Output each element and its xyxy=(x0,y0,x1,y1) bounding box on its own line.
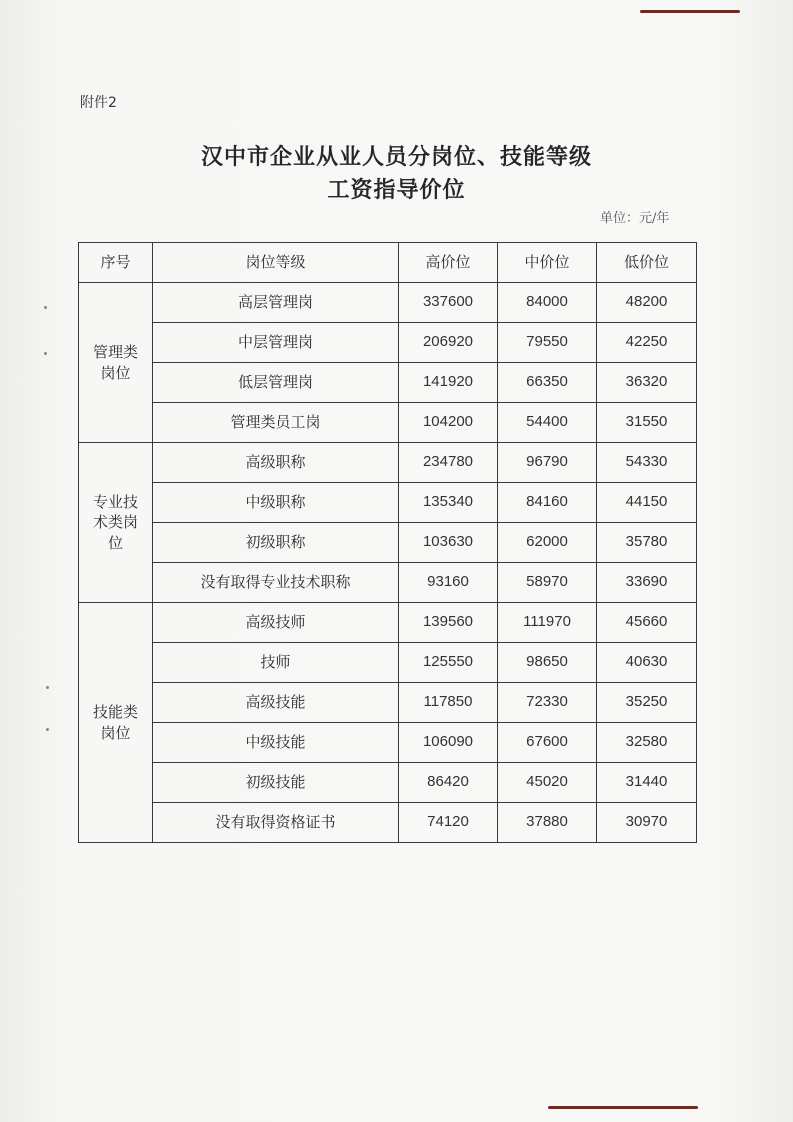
low-price-cell: 31440 xyxy=(597,763,697,803)
low-price-cell: 40630 xyxy=(597,643,697,683)
low-price-cell: 31550 xyxy=(597,403,697,443)
header-high-price: 高价位 xyxy=(399,243,498,283)
high-price-cell: 86420 xyxy=(399,763,498,803)
position-level-cell: 高层管理岗 xyxy=(153,283,399,323)
category-cell xyxy=(79,443,153,603)
mid-price-cell: 79550 xyxy=(498,323,597,363)
scan-mark-top xyxy=(640,10,740,13)
attachment-label: 附件2 xyxy=(80,95,117,111)
low-price-cell: 35250 xyxy=(597,683,697,723)
table-row xyxy=(79,763,697,803)
mid-price-cell: 58970 xyxy=(498,563,597,603)
category-label: 技能类岗位 xyxy=(92,703,138,742)
high-price-cell: 135340 xyxy=(399,483,498,523)
position-level-cell: 没有取得资格证书 xyxy=(153,803,399,843)
mid-price-cell: 84160 xyxy=(498,483,597,523)
table-row xyxy=(79,443,697,483)
table-row xyxy=(79,363,697,403)
category-cell xyxy=(79,603,153,843)
high-price-cell: 104200 xyxy=(399,403,498,443)
mid-price-cell: 84000 xyxy=(498,283,597,323)
wage-guidance-table xyxy=(78,242,697,843)
document-title-line-1: 汉中市企业从业人员分岗位、技能等级 xyxy=(200,144,592,170)
position-level-cell: 管理类员工岗 xyxy=(153,403,399,443)
high-price-cell: 139560 xyxy=(399,603,498,643)
high-price-cell: 141920 xyxy=(399,363,498,403)
low-price-cell: 33690 xyxy=(597,563,697,603)
position-level-cell: 高级职称 xyxy=(153,443,399,483)
low-price-cell: 30970 xyxy=(597,803,697,843)
unit-label: 单位：元/年 xyxy=(600,211,670,226)
table-row xyxy=(79,523,697,563)
high-price-cell: 234780 xyxy=(399,443,498,483)
scan-speck xyxy=(46,728,49,731)
position-level-cell: 中级技能 xyxy=(153,723,399,763)
mid-price-cell: 67600 xyxy=(498,723,597,763)
scan-speck xyxy=(46,686,49,689)
position-level-cell: 没有取得专业技术职称 xyxy=(153,563,399,603)
position-level-cell: 初级职称 xyxy=(153,523,399,563)
low-price-cell: 44150 xyxy=(597,483,697,523)
low-price-cell: 42250 xyxy=(597,323,697,363)
category-label: 管理类岗位 xyxy=(92,343,138,382)
table-row xyxy=(79,803,697,843)
table-row xyxy=(79,563,697,603)
header-position-level: 岗位等级 xyxy=(153,243,399,283)
low-price-cell: 54330 xyxy=(597,443,697,483)
mid-price-cell: 111970 xyxy=(498,603,597,643)
table-row xyxy=(79,683,697,723)
mid-price-cell: 66350 xyxy=(498,363,597,403)
mid-price-cell: 96790 xyxy=(498,443,597,483)
header-low-price: 低价位 xyxy=(597,243,697,283)
low-price-cell: 45660 xyxy=(597,603,697,643)
high-price-cell: 93160 xyxy=(399,563,498,603)
table-header-row xyxy=(79,243,697,283)
category-cell xyxy=(79,283,153,443)
low-price-cell: 48200 xyxy=(597,283,697,323)
mid-price-cell: 98650 xyxy=(498,643,597,683)
table-row xyxy=(79,603,697,643)
low-price-cell: 35780 xyxy=(597,523,697,563)
table-row xyxy=(79,643,697,683)
high-price-cell: 74120 xyxy=(399,803,498,843)
header-seq: 序号 xyxy=(79,243,153,283)
document-title-line-2: 工资指导价位 xyxy=(327,177,466,203)
position-level-cell: 低层管理岗 xyxy=(153,363,399,403)
position-level-cell: 高级技师 xyxy=(153,603,399,643)
table-row xyxy=(79,283,697,323)
mid-price-cell: 72330 xyxy=(498,683,597,723)
high-price-cell: 125550 xyxy=(399,643,498,683)
category-label: 专业技术类岗位 xyxy=(92,493,138,552)
position-level-cell: 中层管理岗 xyxy=(153,323,399,363)
low-price-cell: 32580 xyxy=(597,723,697,763)
position-level-cell: 中级职称 xyxy=(153,483,399,523)
table-row xyxy=(79,483,697,523)
high-price-cell: 106090 xyxy=(399,723,498,763)
position-level-cell: 初级技能 xyxy=(153,763,399,803)
position-level-cell: 技师 xyxy=(153,643,399,683)
mid-price-cell: 62000 xyxy=(498,523,597,563)
low-price-cell: 36320 xyxy=(597,363,697,403)
table-row xyxy=(79,723,697,763)
scan-mark-bottom xyxy=(548,1106,698,1109)
scan-speck xyxy=(44,352,47,355)
mid-price-cell: 54400 xyxy=(498,403,597,443)
header-mid-price: 中价位 xyxy=(498,243,597,283)
position-level-cell: 高级技能 xyxy=(153,683,399,723)
high-price-cell: 206920 xyxy=(399,323,498,363)
high-price-cell: 103630 xyxy=(399,523,498,563)
mid-price-cell: 37880 xyxy=(498,803,597,843)
high-price-cell: 117850 xyxy=(399,683,498,723)
mid-price-cell: 45020 xyxy=(498,763,597,803)
scan-speck xyxy=(44,306,47,309)
high-price-cell: 337600 xyxy=(399,283,498,323)
table-row xyxy=(79,403,697,443)
table-row xyxy=(79,323,697,363)
